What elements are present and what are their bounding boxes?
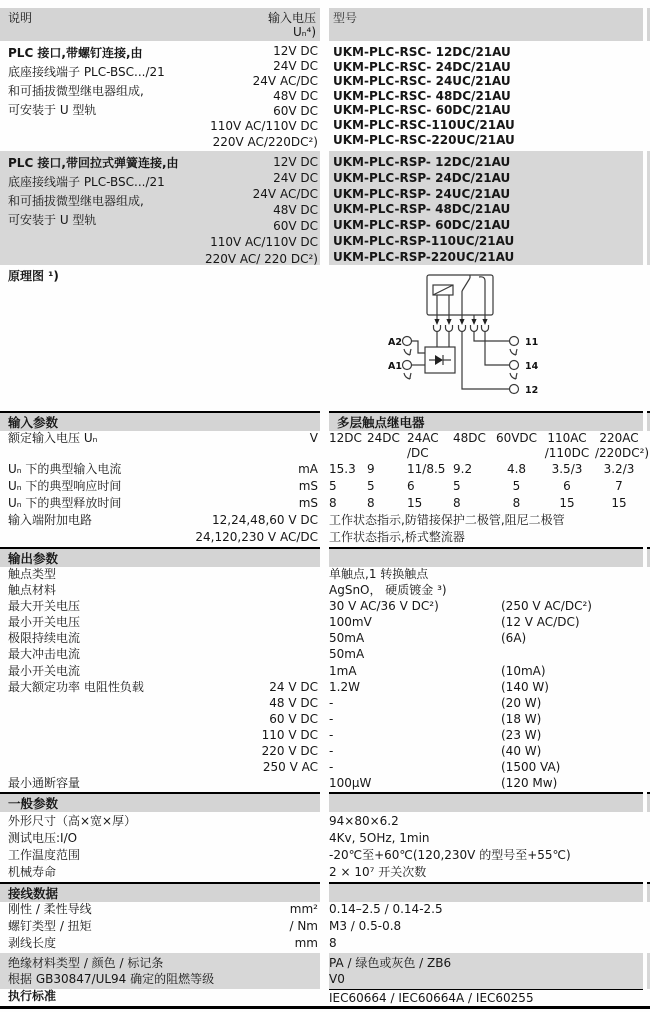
col-header-input-voltage: 输入电压 Uₙ⁴) — [267, 11, 316, 39]
model-number: UKM-PLC-RSP- 12DC/21AU — [333, 155, 511, 169]
section-title-relay-type: 多层触点继电器 — [329, 411, 643, 431]
section-title-input: 输入参数 — [0, 411, 320, 431]
input-row-current — [0, 462, 650, 479]
param-unit: mA — [298, 462, 318, 476]
param-unit: V — [309, 431, 318, 445]
input-row-release — [0, 496, 650, 513]
insulation-value: PA / 绿色或灰色 / ZB6 — [329, 956, 452, 971]
general-row: 测试电压:I/O 4Kv, 5OHz, 1min — [8, 831, 430, 846]
model-number: UKM-PLC-RSP-220UC/21AU — [333, 249, 515, 264]
col-header-description: 说明 — [8, 11, 33, 25]
relay-circuit-diagram — [322, 269, 572, 409]
input-row-rated-voltage — [0, 431, 650, 446]
output-row: 60 V DC - (18 W) — [269, 711, 542, 726]
terminal-a2 — [403, 337, 412, 346]
insulation-label: 绝缘材料类型 / 颜色 / 标记条 — [8, 956, 164, 971]
input-section-header — [0, 411, 650, 431]
param-unit: 12,24,48,60 V DC — [212, 513, 318, 527]
input-row-header-2 — [0, 446, 650, 462]
standards-value: IEC60664 / IEC60664A / IEC60255 — [329, 989, 643, 1004]
param-label: Uₙ 下的典型输入电流 — [8, 462, 122, 476]
section-title-output: 输出参数 — [0, 547, 320, 567]
input-row-response — [0, 479, 650, 496]
insulation-rows — [0, 953, 650, 989]
section-title-wiring: 接线数据 — [0, 882, 320, 902]
model-number: UKM-PLC-RSC- 60DC/21AU — [333, 103, 511, 118]
rsp-description-cell — [0, 151, 320, 265]
model-number: UKM-PLC-RSP- 48DC/21AU — [333, 202, 511, 217]
model-group-rsc — [0, 41, 650, 148]
general-row: 外形尺寸（高×宽×厚） 94×80×6.2 — [8, 814, 399, 829]
input-row-circuit-2 — [0, 530, 650, 547]
current-values: 15.3 9 11/8.5 9.2 4.8 3.5/3 3.2/3 — [329, 462, 635, 476]
output-row: 220 V DC - (40 W) — [261, 744, 542, 759]
wiring-row: 剥线长度 mm 8 — [8, 936, 337, 951]
wiring-row: 刚性 / 柔性导线 mm² 0.14–2.5 / 0.14-2.5 — [8, 902, 443, 917]
output-row: 110 V DC - (23 W) — [261, 727, 542, 742]
rsp-model-list — [329, 151, 643, 265]
model-number: UKM-PLC-RSP- 24DC/21AU — [333, 170, 511, 185]
model-number: UKM-PLC-RSC- 48DC/21AU — [333, 88, 511, 103]
flammability-label: 根据 GB30847/UL94 确定的阻燃等级 — [8, 972, 215, 987]
rsc-model-list — [329, 41, 643, 148]
wiring-section-header — [0, 882, 650, 902]
voltage-table-header-line2: /DC /110DC /220DC²) — [407, 446, 650, 460]
response-values: 5 5 6 5 5 6 7 — [329, 479, 623, 493]
general-section-header — [0, 792, 650, 812]
terminal-label-a1: A1 — [388, 361, 402, 372]
output-row: 极限持续电流 50mA (6A) — [8, 631, 527, 646]
param-unit: mS — [298, 496, 318, 510]
general-row: 工作温度范围 -20℃至+60℃(120,230V 的型号至+55℃) — [8, 848, 571, 863]
param-label: 额定输入电压 Uₙ — [8, 431, 98, 445]
rsc-voltage-list: 12V DC 24V DC 24V AC/DC 48V DC 60V DC 110V AC/110V DC 220V AC/220DC²) — [210, 44, 318, 149]
schematic-section — [0, 265, 650, 411]
model-group-rsp — [0, 151, 650, 265]
param-label: 输入端附加电路 — [8, 513, 93, 527]
general-row: 机械寿命 2 × 10⁷ 开关次数 — [8, 865, 427, 880]
schematic-label: 原理图 ¹) — [8, 269, 59, 283]
output-row: 触点材料 AgSnO， 硬质镀金 ³) — [8, 583, 447, 598]
output-row: 触点类型 单触点,1 转换触点 — [8, 567, 429, 581]
output-row: 最大冲击电流 50mA — [8, 647, 365, 662]
model-number: UKM-PLC-RSP-110UC/21AU — [333, 233, 515, 248]
section-title-standards: 执行标准 — [8, 989, 57, 1004]
param-label: Uₙ 下的典型响应时间 — [8, 479, 122, 493]
output-section-header — [0, 547, 650, 567]
relay-pins — [434, 315, 489, 332]
header-left-cell — [0, 8, 320, 41]
rsc-description-cell — [0, 41, 320, 148]
param-unit: mS — [298, 479, 318, 493]
output-row: 最小通断容量 100µW (120 Mw) — [8, 776, 558, 791]
model-number: UKM-PLC-RSC- 24UC/21AU — [333, 74, 511, 89]
terminal-12 — [510, 385, 519, 394]
status-note: 工作状态指示,桥式整流器 — [329, 530, 465, 544]
output-row: 48 V DC - (20 W) — [269, 695, 542, 710]
output-row: 最小开关电流 1mA (10mA) — [8, 663, 546, 678]
output-row: 最小开关电压 100mV (12 V AC/DC) — [8, 615, 580, 630]
rsc-description: PLC 接口,带螺钉连接,由 底座接线端子 PLC-BSC.../21 和可插拔微型继电器组成, 可安装于 U 型轨 — [8, 46, 165, 117]
terminal-label-14: 14 — [525, 361, 539, 372]
table-header-band — [0, 8, 650, 41]
param-unit: 24,120,230 V AC/DC — [195, 530, 318, 544]
model-number: UKM-PLC-RSC-110UC/21AU — [333, 117, 515, 132]
status-note: 工作状态指示,防错接保护二极管,阻尼二极管 — [329, 513, 565, 527]
terminal-label-12: 12 — [525, 385, 539, 396]
input-row-circuit-1 — [0, 513, 650, 530]
model-number: UKM-PLC-RSC- 24DC/21AU — [333, 59, 511, 74]
output-row: 250 V AC - (1500 VA) — [262, 760, 561, 775]
model-number: UKM-PLC-RSC-220UC/21AU — [333, 132, 515, 147]
terminal-14 — [510, 361, 519, 370]
rsp-description: PLC 接口,带回拉式弹簧连接,由 底座接线端子 PLC-BSC.../21 和可插拔微型继电器组成, 可安装于 U 型轨 — [8, 156, 179, 227]
output-row: 最大额定功率 电阻性负载 24 V DC 1.2W (140 W) — [8, 679, 549, 694]
rsp-voltage-list: 12V DC 24V DC 24V AC/DC 48V DC 60V DC 110V AC/110V DC 220V AC/ 220 DC²) — [205, 155, 318, 266]
release-values: 8 8 15 8 8 15 15 — [329, 496, 627, 510]
col-header-model: 型号 — [329, 8, 643, 41]
flammability-value: V0 — [329, 972, 345, 987]
wiring-row: 螺钉类型 / 扭矩 / Nm M3 / 0.5-0.8 — [8, 919, 402, 934]
terminal-label-11: 11 — [525, 337, 539, 348]
output-row: 最大开关电压 30 V AC/36 V DC²) (250 V AC/DC²) — [8, 599, 592, 614]
terminal-11 — [510, 337, 519, 346]
section-title-general: 一般参数 — [0, 792, 320, 812]
terminal-label-a2: A2 — [388, 337, 402, 348]
page-bottom-rule — [0, 1006, 650, 1009]
model-number: UKM-PLC-RSP- 60DC/21AU — [333, 218, 511, 233]
model-number: UKM-PLC-RSC- 12DC/21AU — [333, 45, 511, 59]
standards-row — [0, 989, 650, 1004]
voltage-table-header: 12DC 24DC 24AC 48DC 60VDC 110AC 220AC — [329, 431, 639, 445]
param-label: Uₙ 下的典型释放时间 — [8, 496, 122, 510]
model-number: UKM-PLC-RSP- 24UC/21AU — [333, 186, 511, 201]
terminal-a1 — [403, 361, 412, 370]
